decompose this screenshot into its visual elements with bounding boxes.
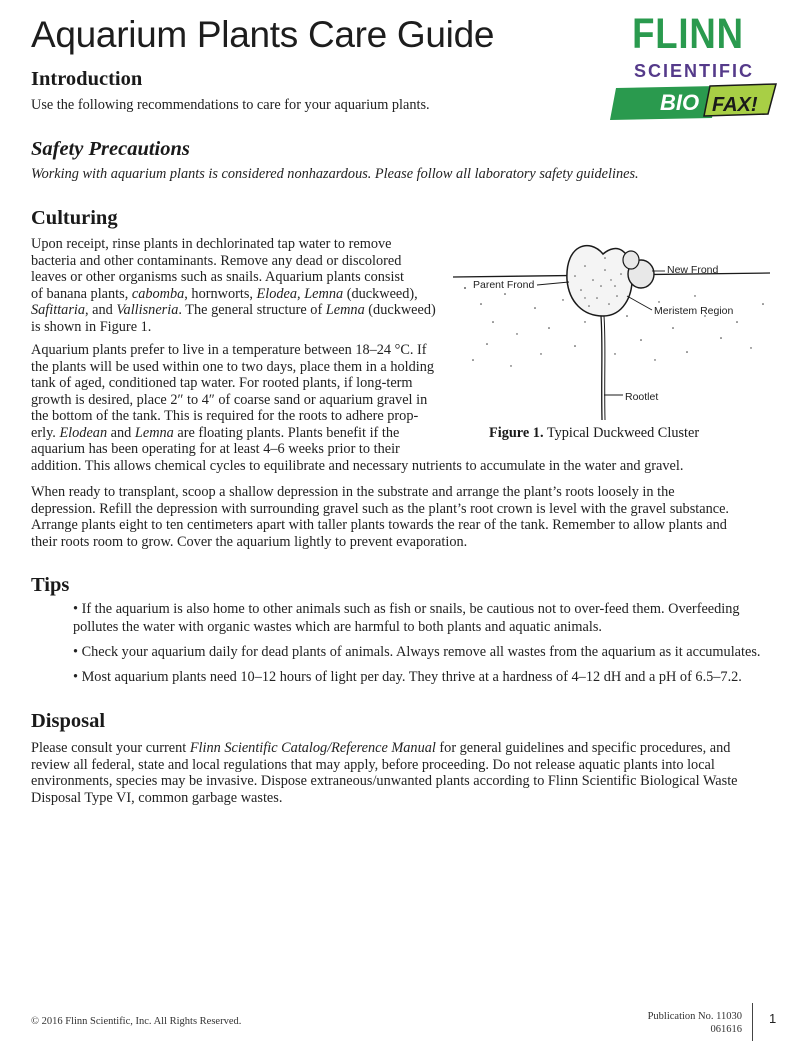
meristem-leader: [627, 296, 652, 310]
text-line: [31, 302, 451, 319]
rootlet-shape: [601, 316, 602, 420]
figure-caption-text: Typical Duckweed Cluster: [543, 425, 700, 441]
text-line: Aquarium plants prefer to live in a temperature between 18–24 °C. If: [31, 342, 427, 358]
species-lemna: Lemna: [134, 424, 174, 441]
species-vallisneria: Vallisneria: [116, 302, 179, 318]
species-lemna: Lemna: [325, 302, 365, 318]
text-run: of banana plants,: [31, 285, 132, 302]
figure-caption: [489, 425, 699, 442]
disposal-heading: Disposal: [31, 710, 106, 732]
footer-copyright: © 2016 Flinn Scientific, Inc. All Rights Reserved.: [31, 1016, 242, 1027]
publication-number: Publication No. 11030: [647, 1011, 742, 1022]
page-title: Aquarium Plants Care Guide: [31, 14, 495, 55]
logo-flinn: FLINN: [632, 10, 744, 58]
species-elodean: Elodean: [59, 424, 108, 441]
text-run: , hornworts,: [184, 285, 257, 302]
species-cabomba: cabomba: [131, 285, 185, 302]
new-frond-small-shape: [623, 251, 639, 269]
tip-item: [73, 644, 784, 662]
figure-caption-number: Figure 1.: [489, 425, 544, 441]
species-lemna: Lemna: [304, 285, 344, 302]
text-run: are floating plants. Plants benefit if the: [173, 424, 400, 441]
text-line: [31, 286, 451, 303]
species-elodea: Elodea: [256, 285, 298, 302]
text-line: their roots room to grow. Cover the aquarium lightly to prevent evaporation.: [31, 533, 468, 550]
flinn-scientific-biofax-logo: [608, 10, 780, 124]
text-run: and: [107, 424, 135, 441]
logo-fax: FAX!: [712, 94, 758, 116]
text-line: bacteria and other contaminants. Remove any dead or discolored: [31, 252, 402, 269]
text-line: [31, 740, 776, 757]
text-run: for general guidelines and specific procedures, and: [435, 740, 731, 756]
page-number: 1: [769, 1011, 777, 1026]
safety-text: Working with aquarium plants is considered nonhazardous. Please follow all laboratory safety guidelines.: [31, 166, 639, 182]
text-run: . The general structure of: [178, 302, 326, 318]
text-run: ,: [297, 285, 305, 302]
culturing-paragraph-1: [31, 236, 451, 335]
text-line: environments, species may be invasive. Dispose extraneous/unwanted plants according to Flinn Scientific Biological Waste: [31, 773, 738, 789]
rootlet-shape-2: [604, 316, 605, 420]
text-line: review all federal, state and local regulations that may apply, before proceeding. Do not release aquatic plants into local: [31, 756, 715, 773]
text-run: (duckweed),: [343, 285, 418, 302]
parent-frond-leader: [537, 282, 569, 285]
introduction-text: Use the following recommendations to care for your aquarium plants.: [31, 97, 430, 113]
text-line: • Check your aquarium daily for dead plants of animals. Always remove all wastes from the aquarium as it accumulates.: [73, 644, 761, 660]
introduction-heading: Introduction: [31, 68, 143, 90]
culturing-paragraph-3: [31, 484, 776, 550]
text-run: , and: [85, 302, 117, 318]
text-line: When ready to transplant, scoop a shallow depression in the substrate and arrange the plant’s roots loosely in the: [31, 484, 675, 500]
text-line: aquarium has been operating for at least 4–6 weeks prior to their: [31, 441, 400, 457]
tips-heading: Tips: [31, 574, 70, 596]
label-meristem-region: Meristem Region: [654, 305, 734, 317]
text-run: erly.: [31, 424, 60, 441]
tip-item: [73, 669, 784, 687]
footer-publication: [648, 1010, 742, 1036]
text-run: (duckweed): [364, 302, 436, 318]
text-run: Please consult your current: [31, 740, 190, 756]
safety-heading: Safety Precautions: [31, 138, 190, 160]
text-line: Arrange plants eight to ten centimeters apart with taller plants towards the rear of the tank. Remember to allow plants and: [31, 517, 727, 533]
duckweed-figure: [445, 236, 775, 426]
label-rootlet: Rootlet: [625, 391, 659, 403]
footer-divider: [752, 1003, 753, 1041]
tip-item: [73, 601, 784, 636]
catalog-title: Flinn Scientific Catalog/Reference Manual: [189, 740, 436, 756]
logo-bio: BIO: [660, 90, 700, 115]
species-safittaria: Safittaria: [31, 302, 86, 318]
culturing-heading: Culturing: [31, 207, 118, 229]
label-new-frond: New Frond: [667, 264, 719, 276]
text-line: • If the aquarium is also home to other animals such as fish or snails, be cautious not to over-feed them. Overfeeding: [73, 601, 740, 617]
text-line: is shown in Figure 1.: [31, 318, 152, 335]
text-line: the bottom of the tank. This is required for the roots to adhere prop-: [31, 408, 419, 424]
label-parent-frond: Parent Frond: [473, 279, 535, 291]
text-line: pollutes the water with organic wastes which are harmful to both plants and aquatic animals.: [73, 618, 602, 635]
publication-code: 061616: [710, 1024, 742, 1035]
text-line: tank of aged, conditioned tap water. For rooted plants, if long-term: [31, 375, 413, 391]
text-line: growth is desired, place 2″ to 4″ of coarse sand or aquarium gravel in: [31, 391, 428, 408]
text-line: depression. Refill the depression with surrounding gravel such as the plant’s root crown is level with the gravel substance.: [31, 500, 730, 517]
logo-scientific: SCIENTIFIC: [633, 61, 754, 81]
text-line: the plants will be used within one to two days, place them in a holding: [31, 358, 435, 375]
text-line: Disposal Type VI, common garbage wastes.: [31, 789, 283, 806]
text-line: addition. This allows chemical cycles to equilibrate and necessary nutrients to accumulate in the water and gravel.: [31, 457, 684, 474]
text-line: • Most aquarium plants need 10–12 hours of light per day. They thrive at a hardness of 4–12 dH and a pH of 6.5–7.2.: [73, 669, 742, 685]
disposal-paragraph: [31, 740, 776, 806]
text-line: leaves or other organisms such as snails. Aquarium plants consist: [31, 269, 404, 285]
parent-frond-shape: [567, 246, 632, 316]
text-line: Upon receipt, rinse plants in dechlorinated tap water to remove: [31, 236, 392, 252]
